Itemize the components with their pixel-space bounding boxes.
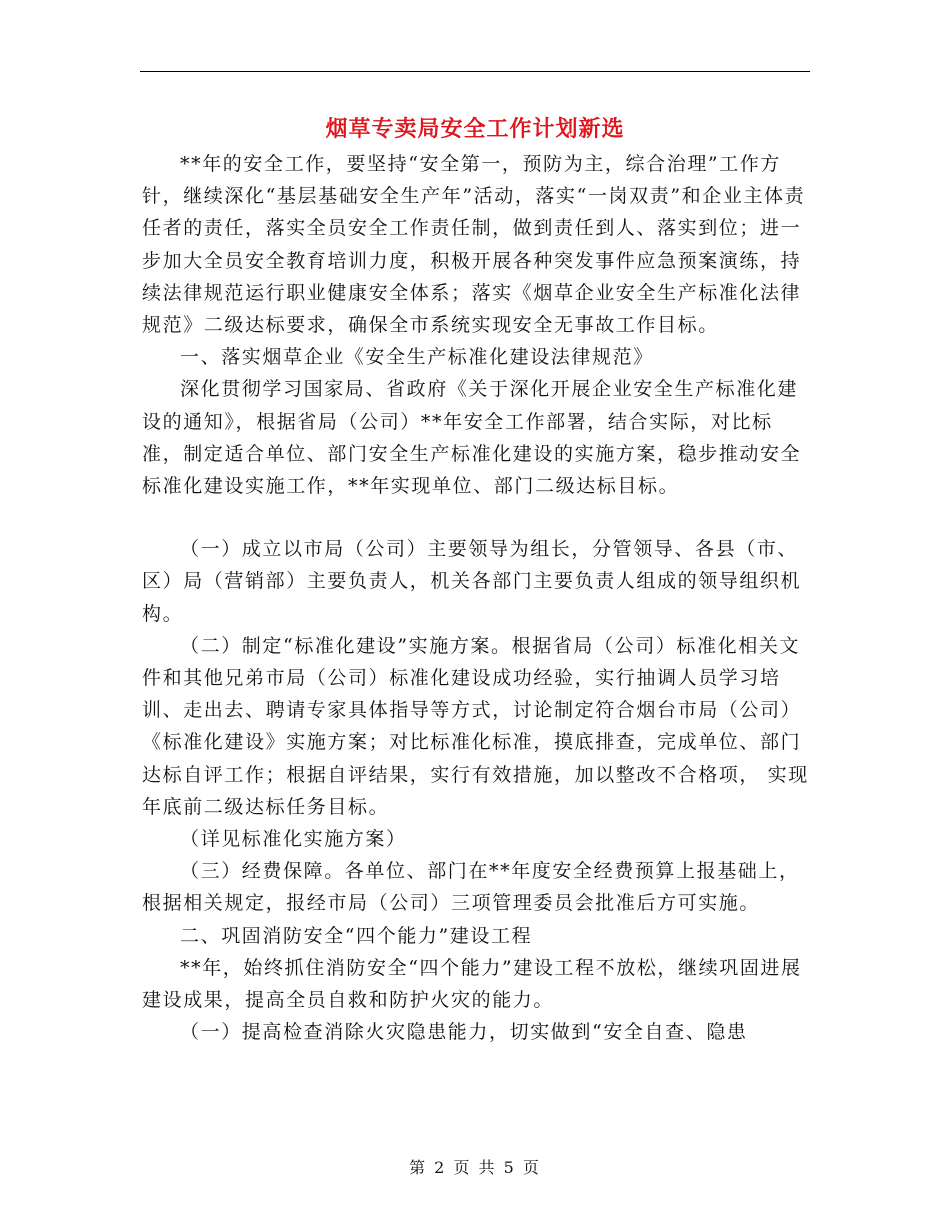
document-title: 烟草专卖局安全工作计划新选 (325, 117, 625, 142)
list-item: （二）制定“标准化建设”实施方案。根据省局（公司）标准化相关文件和其他兄弟市局（公司）标准化建设成功经验，实行抽调人员学习培训、走出去、聘请专家具体指导等方式，讨论制定符合烟台市局（公司）《标准化建设》实施方案；对比标准化标准，摸底排查，完成单位、部门达标自评工作；根据自评结果，实行有效措施，加以整改不合格项， 实现年底前二级达标任务目标。 (142, 634, 809, 818)
page-footer: 第 2 页 共 5 页 (409, 1158, 541, 1177)
paragraph: **年，始终抓住消防安全“四个能力”建设工程不放松，继续巩固进展建设成果，提高全员自救和防护火灾的能力。 (142, 956, 802, 1012)
list-item: （一）成立以市局（公司）主要领导为组长，分管领导、各县（市、区）局（营销部）主要负责人，机关各部门主要负责人组成的领导组织机构。 (142, 538, 802, 625)
section-heading-2: 二、巩固消防安全“四个能力”建设工程 (180, 924, 533, 947)
note: （详见标准化实施方案） (180, 828, 407, 851)
header-rule (140, 71, 810, 72)
document-body (142, 148, 810, 1048)
paragraph-gap (142, 502, 810, 533)
list-item: （一）提高检查消除火灾隐患能力，切实做到“安全自查、隐患 (180, 1021, 748, 1044)
list-item: （三）经费保障。各单位、部门在**年度安全经费预算上报基础上，根据相关规定，报经市局（公司）三项管理委员会批准后方可实施。 (142, 860, 800, 915)
section-heading-1: 一、落实烟草企业《安全生产标准化建设法律规范》 (180, 346, 654, 369)
paragraph: 深化贯彻学习国家局、省政府《关于深化开展企业安全生产标准化建设的通知》，根据省局（公司）**年安全工作部署，结合实际，对比标准，制定适合单位、部门安全生产标准化建设的实施方案，稳步推动安全标准化建设实施工作，**年实现单位、部门二级达标目标。 (142, 378, 802, 498)
paragraph-intro: **年的安全工作，要坚持“安全第一，预防为主，综合治理”工作方针，继续深化“基层基础安全生产年”活动，落实“一岗双责”和企业主体责任者的责任，落实全员安全工作责任制，做到责任到人、落实到位；进一步加大全员安全教育培训力度，积极开展各种突发事件应急预案演练，持续法律规范运行职业健康安全体系；落实《烟草企业安全生产标准化法律规范》二级达标要求，确保全市系统实现安全无事故工作目标。 (142, 153, 806, 337)
